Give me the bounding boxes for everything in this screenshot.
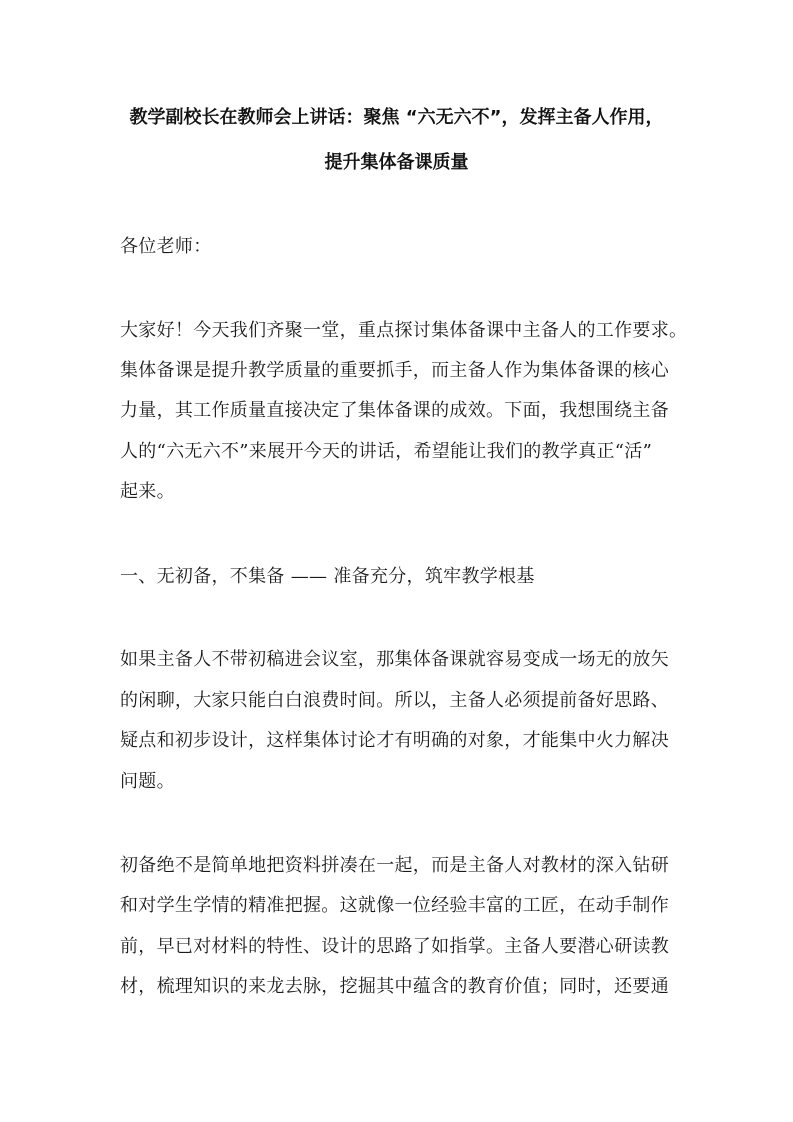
paragraph-2-line-4: 问题。 bbox=[120, 771, 175, 792]
paragraph-3-line-2: 和对学生学情的精准把握。这就像一位经验丰富的工匠，在动手制作 bbox=[120, 895, 669, 916]
paragraph-1-line-1: 大家好！今天我们齐聚一堂，重点探讨集体备课中主备人的工作要求。 bbox=[120, 320, 688, 341]
paragraph-3-line-1: 初备绝不是简单地把资料拼凑在一起，而是主备人对教材的深入钻研 bbox=[120, 855, 669, 876]
paragraph-2-line-1: 如果主备人不带初稿进会议室，那集体备课就容易变成一场无的放矢 bbox=[120, 649, 669, 670]
section-heading-1: 一、无初备，不集备 —— 准备充分，筑牢教学根基 bbox=[120, 566, 535, 587]
document-title-line-1: 教学副校长在教师会上讲话：聚焦 “六无六不”，发挥主备人作用， bbox=[129, 107, 664, 128]
salutation: 各位老师： bbox=[120, 236, 212, 257]
document-title-line-2: 提升集体备课质量 bbox=[324, 152, 469, 173]
paragraph-1-line-4: 人的“六无六不”来展开今天的讲话，希望能让我们的教学真正“活” bbox=[120, 441, 653, 462]
paragraph-3-line-4: 材，梳理知识的来龙去脉，挖掘其中蕴含的教育价值；同时，还要通 bbox=[120, 976, 669, 997]
paragraph-1-line-2: 集体备课是提升教学质量的重要抓手，而主备人作为集体备课的核心 bbox=[120, 360, 669, 381]
paragraph-3-line-3: 前，早已对材料的特性、设计的思路了如指掌。主备人要潜心研读教 bbox=[120, 936, 669, 957]
paragraph-2-line-3: 疑点和初步设计，这样集体讨论才有明确的对象，才能集中火力解决 bbox=[120, 730, 669, 751]
paragraph-1-line-3: 力量，其工作质量直接决定了集体备课的成效。下面，我想围绕主备 bbox=[120, 400, 669, 421]
paragraph-2-line-2: 的闲聊，大家只能白白浪费时间。所以，主备人必须提前备好思路、 bbox=[120, 690, 669, 711]
paragraph-1-line-5: 起来。 bbox=[120, 481, 175, 502]
